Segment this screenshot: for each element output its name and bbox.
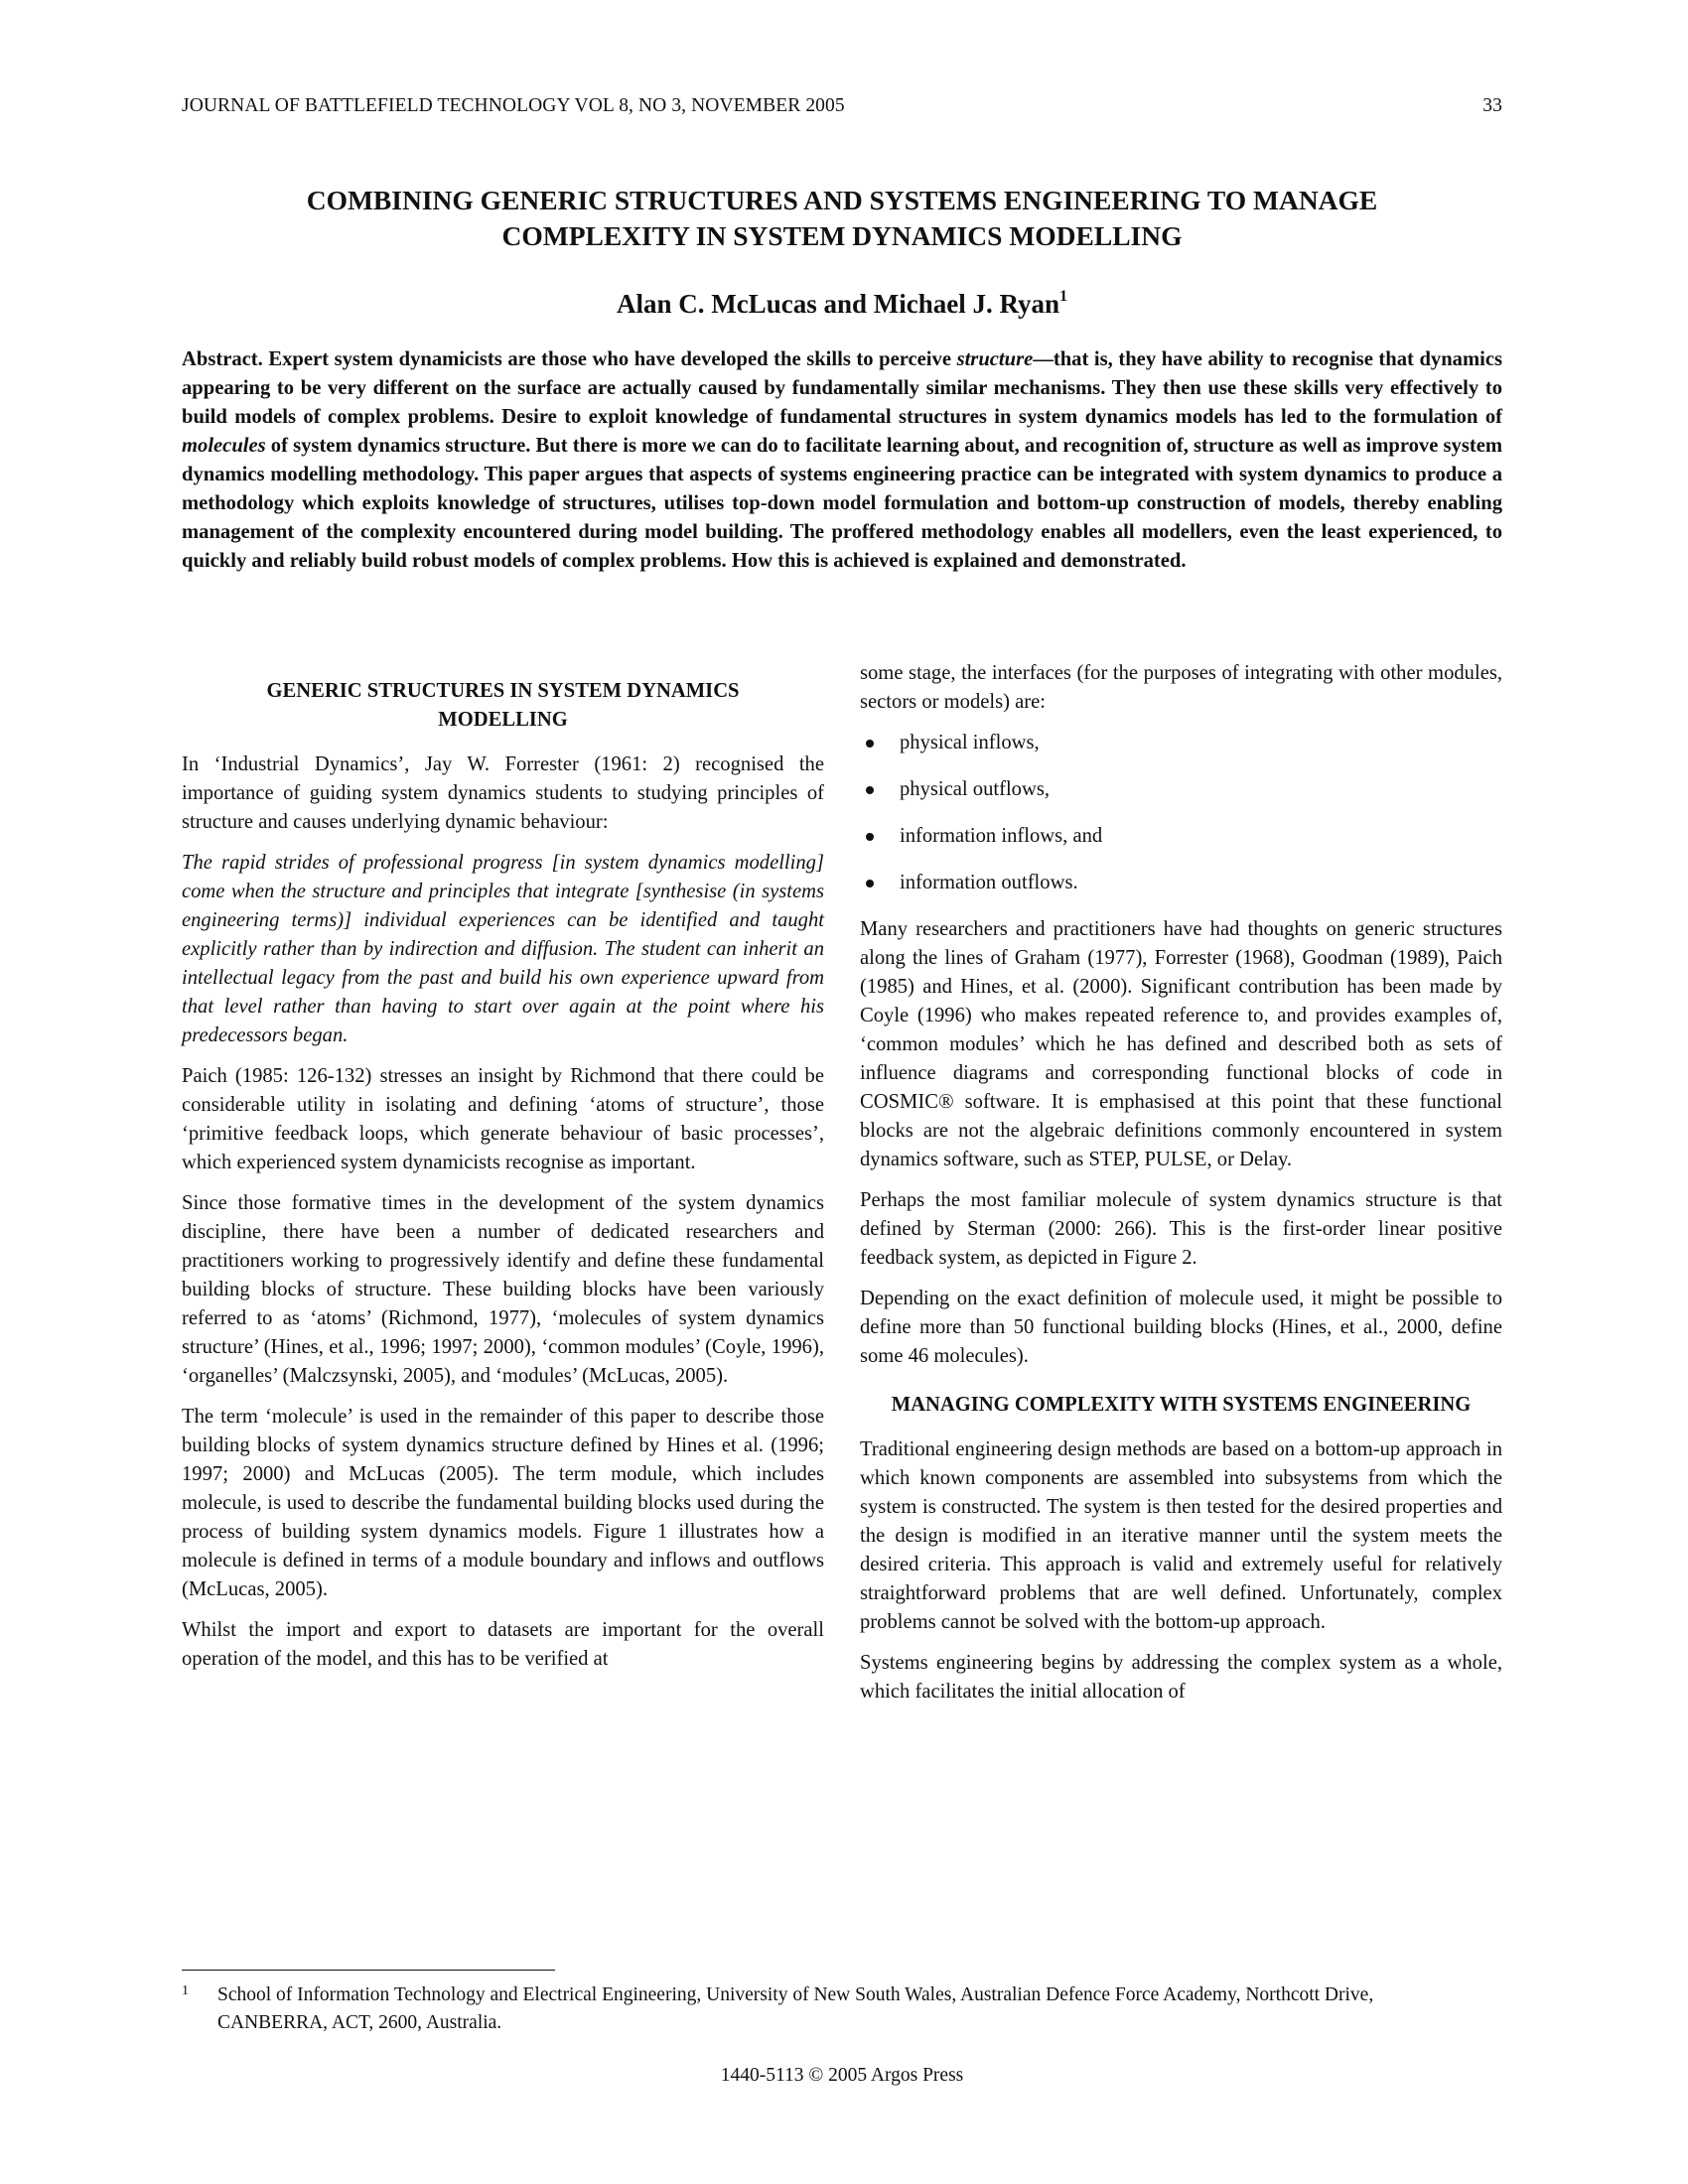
- page-footer: 1440-5113 © 2005 Argos Press: [720, 2065, 964, 2086]
- author-line: [182, 280, 1502, 321]
- footnote-divider: [182, 1970, 555, 1971]
- bullet-icon: [866, 880, 874, 887]
- block-quote: The rapid strides of professional progress [in system dynamics modelling] come when the structure and principles that integrate [synthesise (in systems engineering terms)] individual experiences can be identified and taught explicitly rather than by indirection and diffusion. The student can inherit an intellectual legacy from the past and build his own experience upward from that level rather than having to start over again at the point where his predecessors began.: [182, 852, 824, 1046]
- journal-title: JOURNAL OF BATTLEFIELD TECHNOLOGY VOL 8, NO 3, NOVEMBER 2005: [182, 95, 845, 116]
- abstract-emphasis-structure: structure: [956, 348, 1034, 370]
- right-column: [860, 659, 1502, 1718]
- paragraph: Traditional engineering design methods are based on a bottom-up approach in which known components are assembled into subsystems from which the system is constructed. The system is then tested for the desired properties and the design is modified in an iterative manner until the system meets the desired criteria. This approach is valid and extremely useful for relatively straightforward problems that are well defined. Unfortunately, complex problems cannot be solved with the bottom-up approach.: [860, 1438, 1502, 1633]
- paragraph: Paich (1985: 126-132) stresses an insight by Richmond that there could be considerable utility in isolating and defining ‘atoms of structure’, those ‘primitive feedback loops, which generate behaviour of basic processes’, which experienced system dynamicists recognise as important.: [182, 1065, 824, 1173]
- paper-title: [182, 183, 1502, 254]
- title-line-1: COMBINING GENERIC STRUCTURES AND SYSTEMS ENGINEERING TO MANAGE: [306, 185, 1378, 215]
- bullet-icon: [866, 740, 874, 748]
- paragraph: The term ‘molecule’ is used in the remainder of this paper to describe those building blocks of system dynamics structure defined by Hines et al. (1996; 1997; 2000) and McLucas (2005). The term module, which includes molecule, is used to describe the fundamental building blocks used during the process of building system dynamics models. Figure 1 illustrates how a molecule is defined in terms of a module boundary and inflows and outflows (McLucas, 2005).: [182, 1406, 824, 1600]
- paragraph: In ‘Industrial Dynamics’, Jay W. Forrester (1961: 2) recognised the importance of guiding system dynamics students to studying principles of structure and causes underlying dynamic behaviour:: [182, 753, 824, 833]
- author-footnote-ref[interactable]: 1: [1059, 288, 1068, 305]
- section-heading-managing-complexity: MANAGING COMPLEXITY WITH SYSTEMS ENGINEERING: [891, 1394, 1472, 1416]
- paragraph: Perhaps the most familiar molecule of system dynamics structure is that defined by Sterman (2000: 266). This is the first-order linear positive feedback system, as depicted in Figure 2.: [860, 1189, 1502, 1269]
- list-item: [860, 729, 1502, 757]
- bullet-icon: [866, 786, 874, 794]
- paragraph: Many researchers and practitioners have had thoughts on generic structures along the lines of Graham (1977), Forrester (1968), Goodman (1989), Paich (1985) and Hines, et al. (2000). Significant contribution has been made by Coyle (1996) who makes repeated reference to, and provides examples of, ‘common modules’ which he has defined and described both as sets of influence diagrams and corresponding functional blocks of code in COSMIC® software. It is emphasised at this point that these functional blocks are not the algebraic definitions commonly encountered in system dynamics software, such as STEP, PULSE, or Delay.: [860, 918, 1502, 1170]
- footnote-marker: 1: [182, 1983, 189, 1998]
- abstract-part-2: —that is, they have ability to recognise that dynamics appearing to be very different on the surface are actually caused by fundamentally similar mechanisms. They then use these skills very effectively to build models of complex problems. Desire to exploit knowledge of fundamental structures in system dynamics models has led to the formulation of: [182, 348, 1503, 428]
- author-names: Alan C. McLucas and Michael J. Ryan: [616, 289, 1060, 319]
- section-heading-generic-structures: GENERIC STRUCTURES IN SYSTEM DYNAMICS MODELLING: [266, 680, 740, 731]
- list-item: [860, 775, 1502, 804]
- page-number: 33: [1482, 95, 1502, 116]
- footnote-text: School of Information Technology and Electrical Engineering, University of New South Wales, Australian Defence Force Academy, Northcott Drive, CANBERRA, ACT, 2600, Australia.: [217, 1984, 1374, 2033]
- abstract-part-1: Abstract. Expert system dynamicists are those who have developed the skills to perceive: [182, 348, 957, 370]
- left-column: [182, 655, 824, 1686]
- list-item: [860, 822, 1502, 851]
- paragraph: Depending on the exact definition of molecule used, it might be possible to define more than 50 functional building blocks (Hines, et al., 2000, define some 46 molecules).: [860, 1288, 1502, 1367]
- interface-list: [860, 729, 1502, 897]
- paragraph: Systems engineering begins by addressing the complex system as a whole, which facilitates the initial allocation of: [860, 1652, 1502, 1703]
- list-item: [860, 869, 1502, 897]
- abstract-part-3: of system dynamics structure. But there is more we can do to facilitate learning about, and recognition of, structure as well as improve system dynamics modelling methodology. This paper argues that aspects of systems engineering practice can be integrated with system dynamics to produce a methodology which exploits knowledge of structures, utilises top-down model formulation and bottom-up construction of models, thereby enabling management of the complexity encountered during model building. The proffered methodology enables all modellers, even the least experienced, to quickly and reliably build robust models of complex problems. How this is achieved is explained and demonstrated.: [182, 435, 1502, 572]
- list-item-text: information outflows.: [900, 872, 1078, 893]
- paragraph: some stage, the interfaces (for the purposes of integrating with other modules, sectors or models) are:: [860, 662, 1502, 713]
- list-item-text: information inflows, and: [900, 825, 1103, 847]
- bullet-icon: [866, 833, 874, 841]
- title-line-2: COMPLEXITY IN SYSTEM DYNAMICS MODELLING: [501, 220, 1183, 251]
- paragraph: Since those formative times in the development of the system dynamics discipline, there have been a number of dedicated researchers and practitioners working to progressively identify and define these fundamental building blocks of structure. These building blocks have been variously referred to as ‘atoms’ (Richmond, 1977), ‘molecules of system dynamics structure’ (Hines, et al., 1996; 1997; 2000), ‘common modules’ (Coyle, 1996), ‘organelles’ (Malczsynski, 2005), and ‘modules’ (McLucas, 2005).: [182, 1192, 824, 1387]
- abstract: [182, 345, 1502, 576]
- list-item-text: physical inflows,: [900, 732, 1040, 753]
- running-header: [182, 95, 1502, 125]
- paragraph: Whilst the import and export to datasets are important for the overall operation of the model, and this has to be verified at: [182, 1619, 824, 1670]
- list-item-text: physical outflows,: [900, 778, 1051, 800]
- abstract-emphasis-molecules: molecules: [182, 435, 266, 457]
